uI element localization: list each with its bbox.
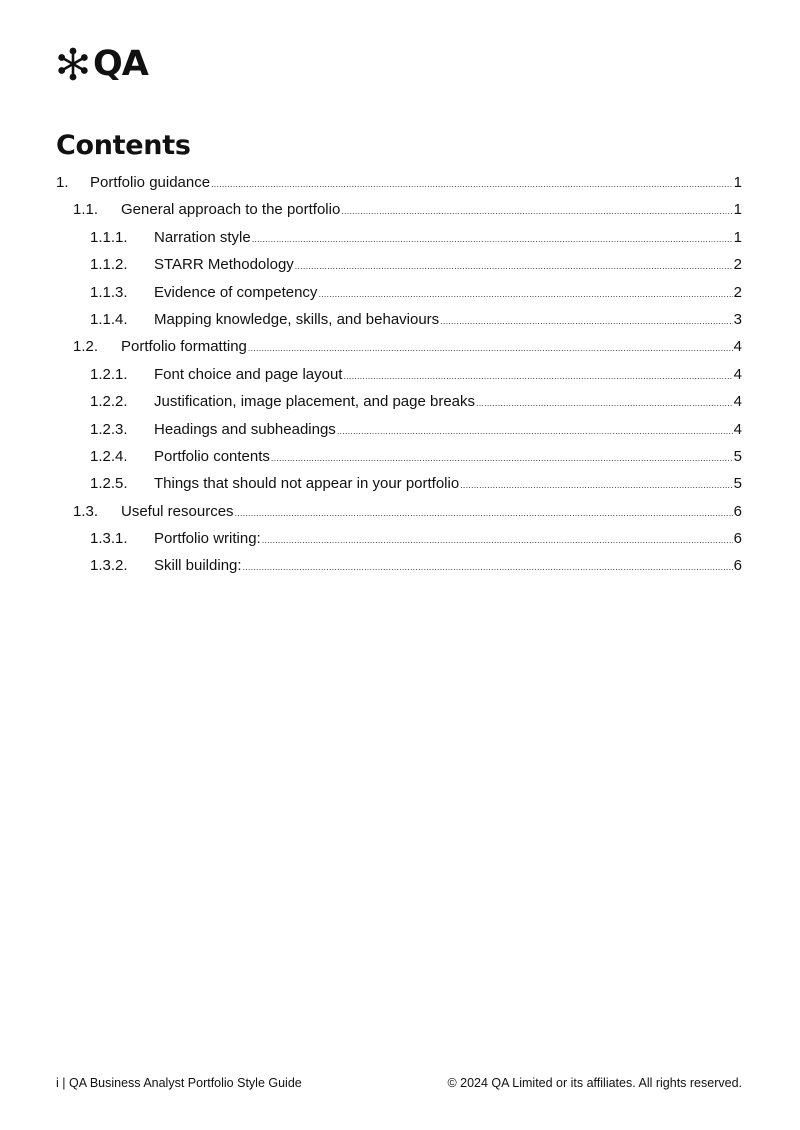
toc-entry-title[interactable]: Useful resources	[121, 502, 234, 520]
toc-entry[interactable]	[56, 388, 742, 415]
toc-dot-leader	[476, 390, 733, 417]
toc-dot-leader	[337, 418, 733, 445]
toc-entry[interactable]	[56, 196, 742, 223]
toc-entry-title[interactable]: Narration style	[154, 228, 251, 246]
page-title: Contents	[56, 130, 191, 161]
toc-entry-title[interactable]: Portfolio writing:	[154, 530, 261, 548]
toc-entry-page-number[interactable]: 3	[733, 310, 742, 328]
toc-entry[interactable]	[56, 443, 742, 470]
toc-entry-number: 1.	[56, 174, 69, 191]
toc-entry-title[interactable]: Portfolio contents	[154, 447, 270, 465]
toc-entry-number: 1.1.4.	[90, 310, 128, 328]
toc-entry[interactable]	[56, 361, 742, 388]
footer-document-title: i | QA Business Analyst Portfolio Style Guide	[56, 1076, 302, 1090]
toc-entry-page-number[interactable]: 6	[733, 557, 742, 575]
toc-entry-title[interactable]: Skill building:	[154, 557, 242, 575]
toc-entry[interactable]	[56, 251, 742, 278]
toc-dot-leader	[248, 335, 733, 362]
toc-entry-title[interactable]: Portfolio formatting	[121, 338, 247, 356]
toc-entry-title[interactable]: STARR Methodology	[154, 256, 294, 274]
toc-entry-number: 1.1.1.	[90, 228, 128, 246]
toc-entry-page-number[interactable]: 1	[733, 174, 742, 191]
qa-asterisk-icon	[56, 47, 90, 81]
toc-entry-title[interactable]: Font choice and page layout	[154, 365, 343, 383]
toc-entry-title[interactable]: Headings and subheadings	[154, 420, 336, 438]
toc-entry-page-number[interactable]: 2	[733, 256, 742, 274]
toc-entry-title[interactable]: Evidence of competency	[154, 283, 318, 301]
toc-entry-page-number[interactable]: 4	[733, 338, 742, 356]
toc-entry[interactable]	[56, 333, 742, 360]
toc-dot-leader	[211, 171, 733, 198]
toc-dot-leader	[235, 500, 733, 527]
toc-dot-leader	[318, 281, 732, 308]
toc-entry[interactable]	[56, 306, 742, 333]
toc-entry-page-number[interactable]: 4	[733, 365, 742, 383]
toc-entry-number: 1.1.2.	[90, 256, 128, 274]
toc-entry-page-number[interactable]: 6	[733, 530, 742, 548]
footer-copyright: © 2024 QA Limited or its affiliates. All rights reserved.	[447, 1076, 742, 1090]
toc-entry[interactable]	[56, 279, 742, 306]
toc-entry-title[interactable]: Portfolio guidance	[90, 174, 211, 191]
toc-dot-leader	[440, 308, 732, 335]
toc-entry[interactable]	[56, 224, 742, 251]
toc-entry-number: 1.2.1.	[90, 365, 128, 383]
toc-dot-leader	[271, 445, 733, 472]
toc-entry-number: 1.3.1.	[90, 530, 128, 548]
toc-entry-number: 1.3.2.	[90, 557, 128, 575]
toc-dot-leader	[460, 472, 732, 499]
toc-dot-leader	[262, 527, 733, 554]
toc-entry-page-number[interactable]: 6	[733, 502, 742, 520]
toc-entry-number: 1.2.3.	[90, 420, 128, 438]
toc-entry-page-number[interactable]: 4	[733, 420, 742, 438]
toc-entry-number: 1.2.5.	[90, 475, 128, 493]
toc-entry[interactable]	[56, 552, 742, 579]
logo-text: QA	[93, 44, 148, 84]
toc-entry[interactable]	[56, 525, 742, 552]
toc-entry-title[interactable]: General approach to the portfolio	[121, 201, 341, 219]
toc-entry-number: 1.2.2.	[90, 393, 128, 411]
toc-entry-number: 1.2.	[73, 338, 99, 356]
toc-entry-title[interactable]: Things that should not appear in your portfolio	[154, 475, 460, 493]
toc-dot-leader	[243, 554, 733, 581]
toc-entry-page-number[interactable]: 5	[733, 475, 742, 493]
toc-entry-page-number[interactable]: 4	[733, 393, 742, 411]
toc-dot-leader	[341, 198, 732, 225]
toc-entry-page-number[interactable]: 1	[733, 228, 742, 246]
toc-entry-number: 1.1.	[73, 201, 99, 219]
toc-dot-leader	[295, 253, 733, 280]
toc-entry[interactable]	[56, 498, 742, 525]
table-of-contents	[56, 169, 742, 580]
toc-entry[interactable]	[56, 416, 742, 443]
toc-entry-number: 1.3.	[73, 502, 99, 520]
toc-entry-title[interactable]: Mapping knowledge, skills, and behaviours	[154, 310, 440, 328]
toc-entry-page-number[interactable]: 1	[733, 201, 742, 219]
toc-entry[interactable]	[56, 470, 742, 497]
toc-entry-title[interactable]: Justification, image placement, and page breaks	[154, 393, 476, 411]
toc-entry[interactable]	[56, 169, 742, 196]
page-footer	[56, 1074, 742, 1092]
qa-logo	[56, 44, 148, 84]
toc-dot-leader	[252, 226, 733, 253]
toc-entry-number: 1.2.4.	[90, 447, 128, 465]
toc-dot-leader	[343, 363, 732, 390]
toc-entry-page-number[interactable]: 5	[733, 447, 742, 465]
toc-entry-page-number[interactable]: 2	[733, 283, 742, 301]
toc-entry-number: 1.1.3.	[90, 283, 128, 301]
